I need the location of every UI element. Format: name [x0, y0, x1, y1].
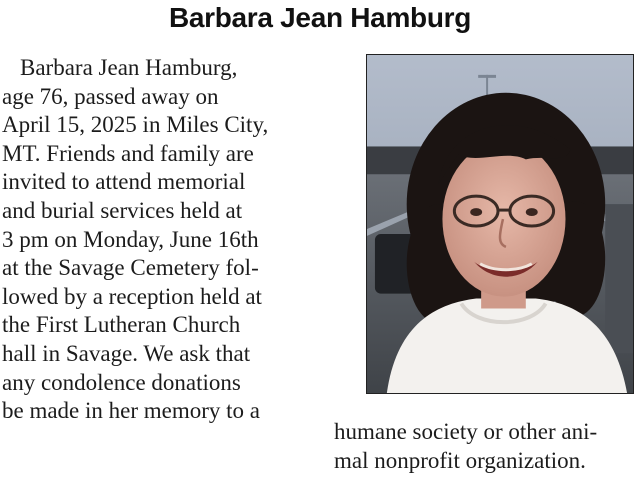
- obituary-headline: Barbara Jean Hamburg: [168, 2, 472, 33]
- portrait-photo-image: [367, 55, 633, 393]
- body-line: Barbara Jean Hamburg,: [20, 55, 238, 80]
- body-line: any condolence donations: [2, 369, 241, 395]
- body-line: lowed by a reception held at: [2, 283, 262, 309]
- body-line: and burial services held at: [2, 197, 243, 223]
- body-line: invited to attend memorial: [2, 169, 246, 195]
- body-line: hall in Savage. We ask that: [2, 340, 251, 366]
- body-line: April 15, 2025 in Miles City,: [2, 112, 269, 138]
- body-line: the First Lutheran Church: [2, 312, 241, 338]
- body-line: 3 pm on Monday, June 16th: [2, 226, 259, 252]
- body-line: at the Savage Cemetery fol-: [2, 255, 259, 281]
- obituary-body-text: [2, 54, 322, 426]
- obituary-continuation-text: [334, 418, 638, 475]
- body-line: be made in her memory to a: [2, 398, 261, 424]
- body-line: MT. Friends and family are: [2, 140, 254, 166]
- portrait-photo: [366, 54, 634, 394]
- continuation-line: mal nonprofit organization.: [334, 447, 586, 473]
- continuation-line: humane society or other ani-: [334, 419, 598, 444]
- body-line: age 76, passed away on: [2, 83, 219, 109]
